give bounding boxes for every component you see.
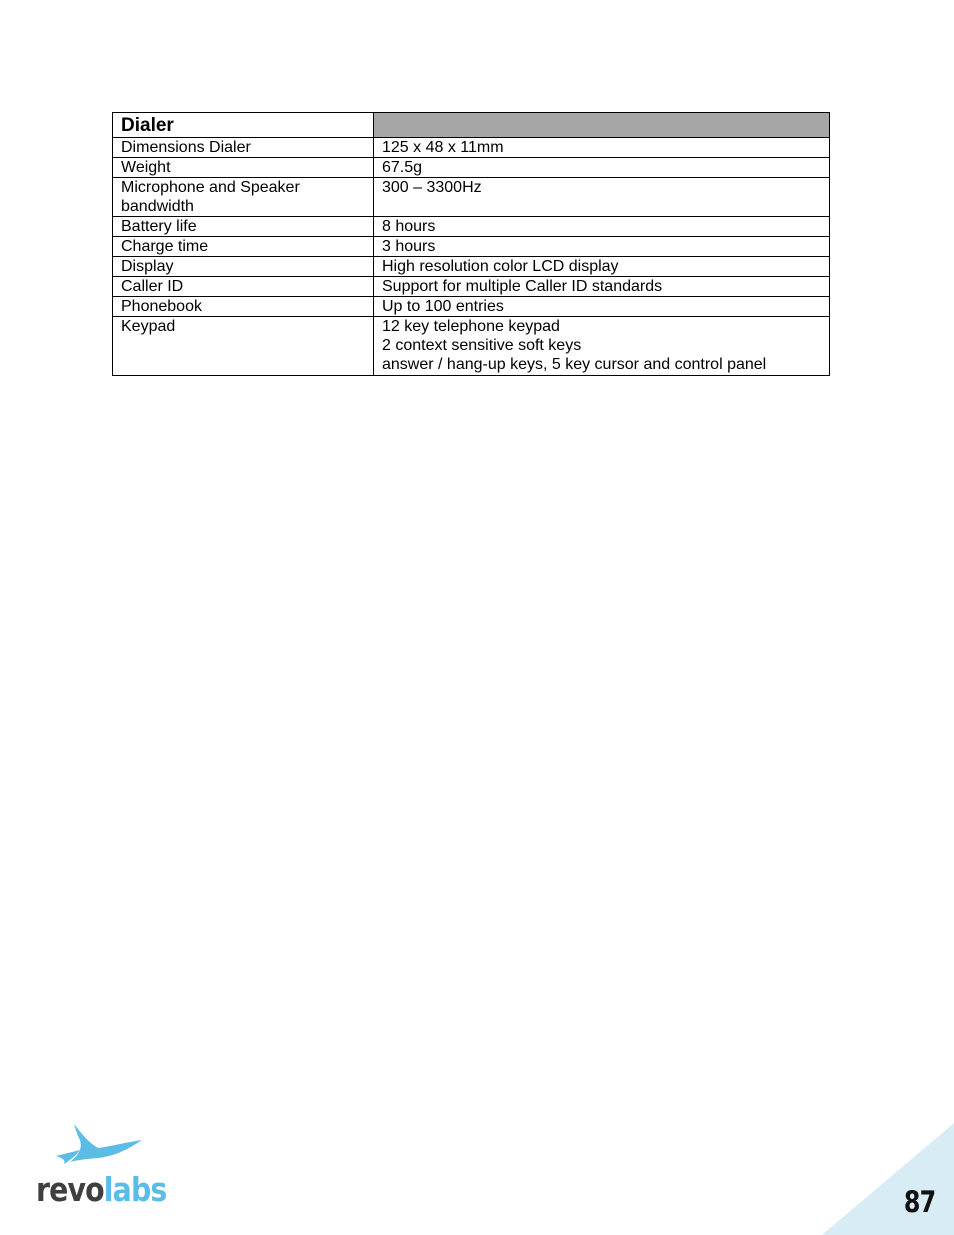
table-header-title: Dialer [113, 113, 374, 138]
spec-value: 8 hours [374, 217, 830, 237]
spec-value-line: answer / hang-up keys, 5 key cursor and control panel [382, 356, 767, 373]
table-row [113, 277, 830, 297]
revolabs-logo [36, 1122, 167, 1214]
spec-value-line: 12 key telephone keypad [382, 318, 560, 335]
table-row [113, 317, 830, 376]
table-header-value [374, 113, 830, 138]
spec-value: Support for multiple Caller ID standards [374, 277, 830, 297]
table-row [113, 257, 830, 277]
spec-label: Dimensions Dialer [113, 138, 374, 158]
spec-label: Weight [113, 158, 374, 178]
table-row [113, 297, 830, 317]
spec-label: Caller ID [113, 277, 374, 297]
spec-label: Battery life [113, 217, 374, 237]
spec-label-line: bandwidth [121, 198, 194, 215]
spec-value: High resolution color LCD display [374, 257, 830, 277]
spec-value-line: 2 context sensitive soft keys [382, 337, 582, 354]
spec-value: Up to 100 entries [374, 297, 830, 317]
spec-label [113, 178, 374, 217]
spec-value [374, 317, 830, 376]
spec-label: Charge time [113, 237, 374, 257]
table-row [113, 158, 830, 178]
table-row [113, 217, 830, 237]
spec-value: 125 x 48 x 11mm [374, 138, 830, 158]
spec-label: Display [113, 257, 374, 277]
spec-value: 3 hours [374, 237, 830, 257]
spec-label: Phonebook [113, 297, 374, 317]
table-header-row [113, 113, 830, 138]
table-row [113, 237, 830, 257]
table-row [113, 138, 830, 158]
logo-wordmark [36, 1170, 166, 1209]
spec-table [112, 112, 830, 376]
spec-label: Keypad [113, 317, 374, 376]
spec-value: 300 – 3300Hz [374, 178, 830, 217]
shark-fin-icon [54, 1122, 144, 1168]
table-row [113, 178, 830, 217]
page-number: 87 [903, 1185, 935, 1219]
spec-label-line: Microphone and Speaker [121, 179, 300, 196]
spec-value: 67.5g [374, 158, 830, 178]
logo-text-labs: labs [103, 1170, 167, 1209]
logo-text-revo: revo [36, 1170, 104, 1209]
